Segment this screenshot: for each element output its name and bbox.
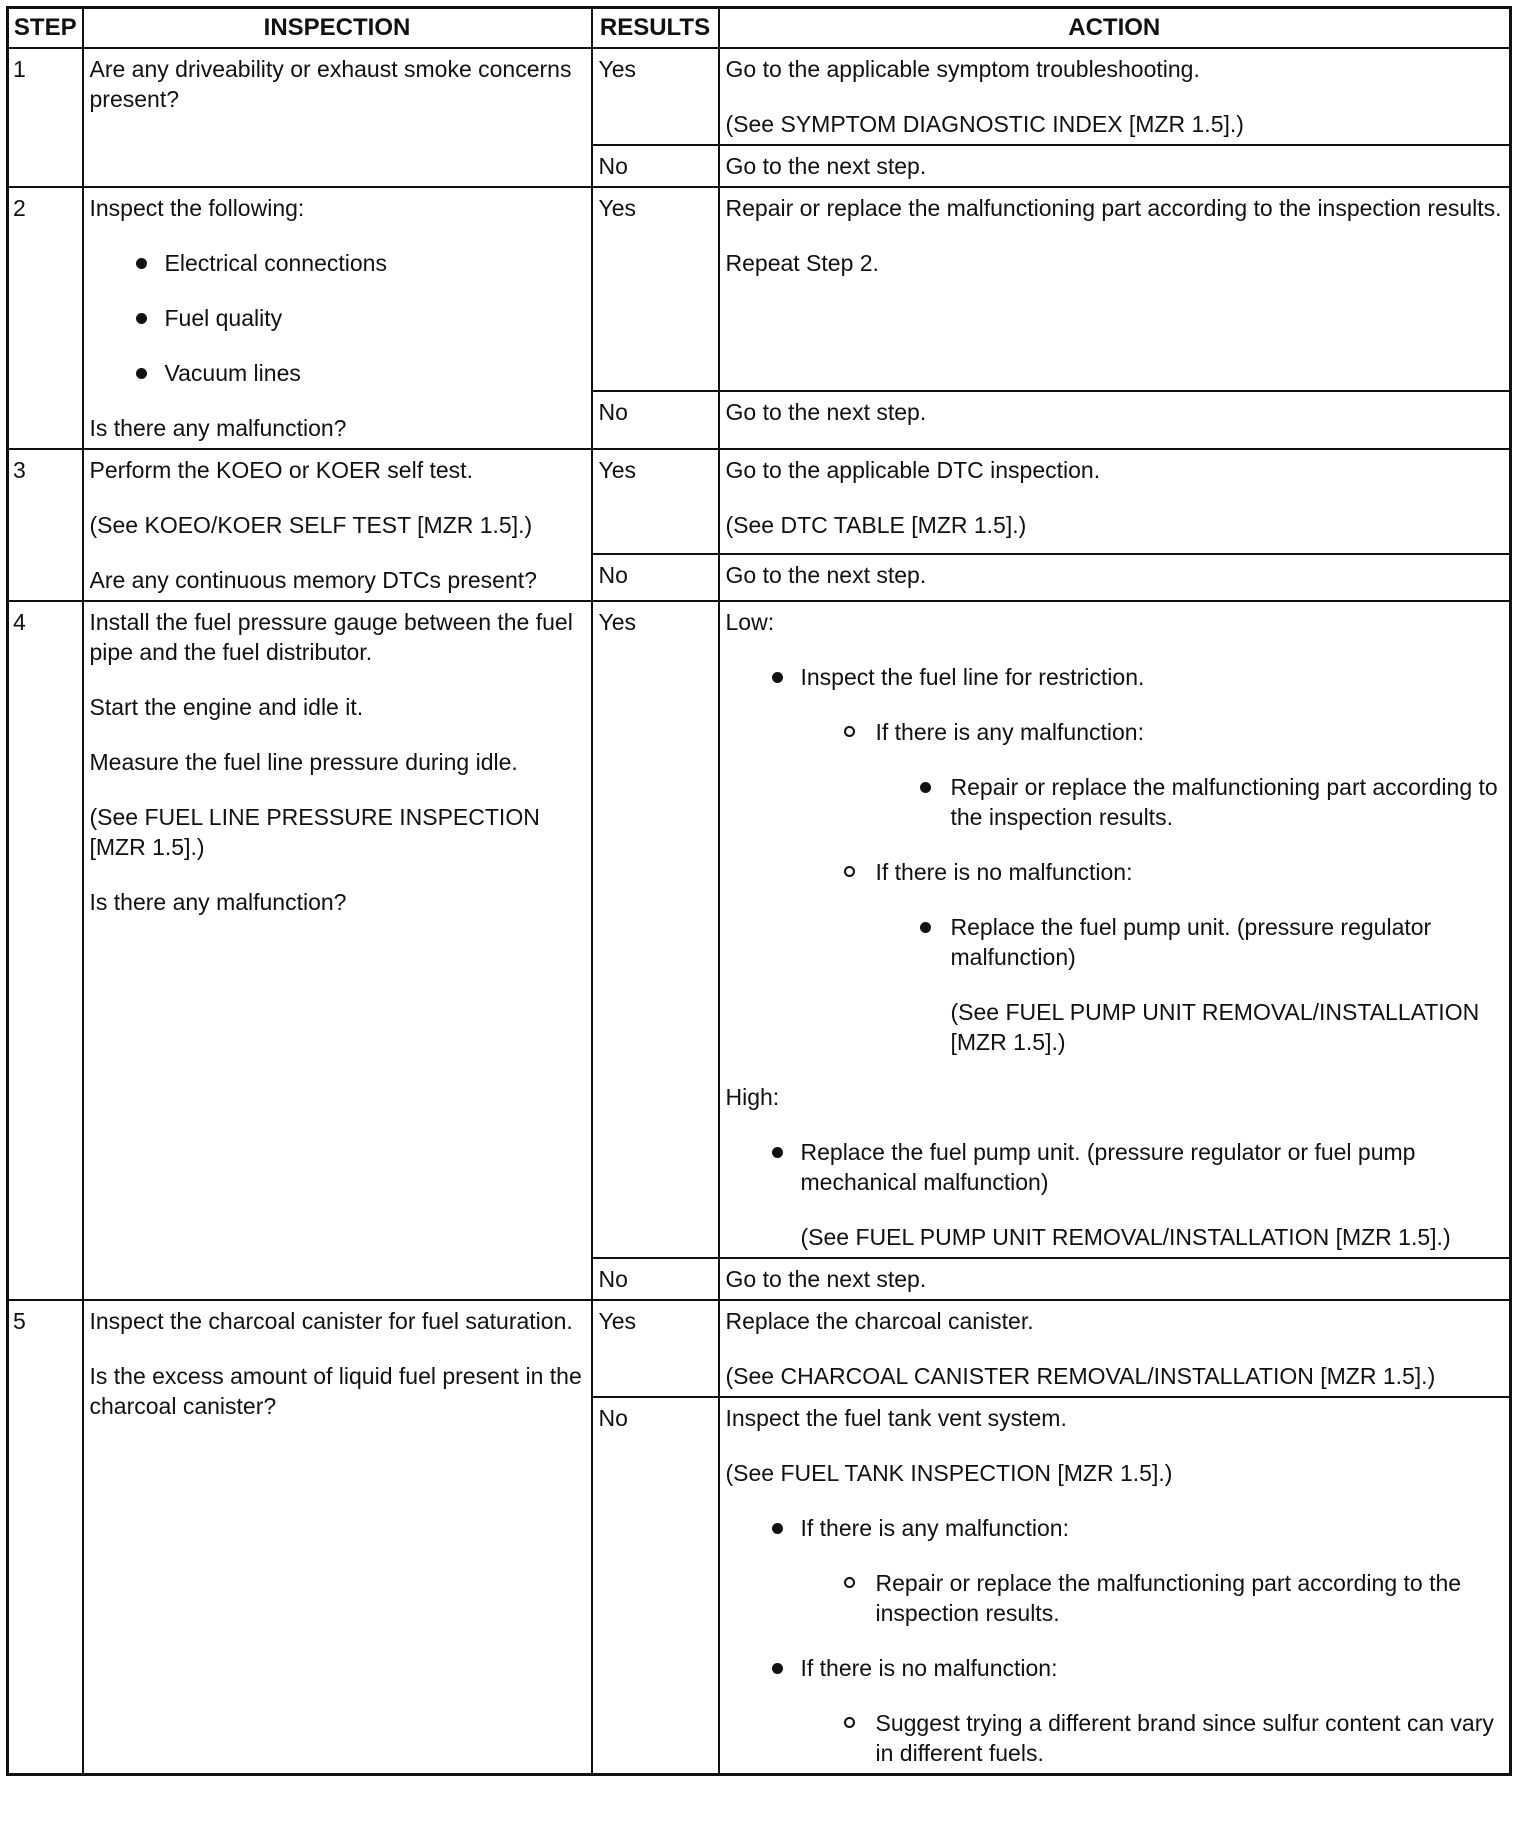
bullet-icon xyxy=(772,1663,783,1674)
inspection-text: Install the fuel pressure gauge between the fuel pipe and the fuel distributor. xyxy=(89,609,573,665)
bullet-icon xyxy=(136,258,147,269)
result-no: No xyxy=(592,1258,719,1300)
inspection-text: Perform the KOEO or KOER self test. xyxy=(89,457,473,483)
list-item: If there is no malfunction: xyxy=(726,1653,1504,1683)
inspection-text: Inspect the charcoal canister for fuel saturation. xyxy=(89,1308,573,1334)
bullet-icon xyxy=(920,782,931,793)
list-item: (See FUEL PUMP UNIT REMOVAL/INSTALLATION [MZR 1.5].) xyxy=(800,1224,1451,1250)
circle-bullet-icon xyxy=(844,1717,855,1728)
action-reference: (See CHARCOAL CANISTER REMOVAL/INSTALLATION [MZR 1.5].) xyxy=(725,1363,1436,1389)
bullet-icon xyxy=(772,672,783,683)
bullet-icon xyxy=(920,922,931,933)
action-text: Replace the charcoal canister. xyxy=(725,1308,1034,1334)
header-results: RESULTS xyxy=(592,8,719,49)
action-list xyxy=(726,662,1504,1057)
table-row xyxy=(8,601,1511,1258)
result-no: No xyxy=(592,145,719,187)
inspection-reference: (See KOEO/KOER SELF TEST [MZR 1.5].) xyxy=(89,512,533,538)
bullet-icon xyxy=(136,368,147,379)
action-cell xyxy=(719,1397,1511,1775)
action-cell xyxy=(719,48,1511,145)
action-text: Go to the next step. xyxy=(719,145,1511,187)
action-list xyxy=(726,1513,1504,1768)
list-item: Electrical connections xyxy=(90,248,585,278)
list-item: Repair or replace the malfunctioning part according to the inspection results. xyxy=(726,1568,1504,1628)
action-text: Go to the next step. xyxy=(719,1258,1511,1300)
result-yes: Yes xyxy=(592,601,719,1258)
inspection-text: Are any driveability or exhaust smoke concerns present? xyxy=(89,56,572,112)
inspection-cell xyxy=(83,601,592,1300)
inspection-question: Are any continuous memory DTCs present? xyxy=(89,567,537,593)
step-number: 1 xyxy=(8,48,83,187)
result-no: No xyxy=(592,1397,719,1775)
header-inspection: INSPECTION xyxy=(83,8,592,49)
result-yes: Yes xyxy=(592,48,719,145)
list-item: Repair or replace the malfunctioning part according to the inspection results. xyxy=(726,772,1504,832)
action-cell xyxy=(719,601,1511,1258)
action-cell xyxy=(719,1300,1511,1397)
list-item: (See FUEL PUMP UNIT REMOVAL/INSTALLATION [MZR 1.5].) xyxy=(950,999,1480,1055)
list-item: If there is any malfunction: xyxy=(726,717,1504,747)
bullet-icon xyxy=(136,313,147,324)
inspection-reference: (See FUEL LINE PRESSURE INSPECTION [MZR 1.5].) xyxy=(89,804,540,860)
table-row xyxy=(8,48,1511,145)
action-text: Go to the next step. xyxy=(719,391,1511,449)
step-number: 2 xyxy=(8,187,83,449)
circle-bullet-icon xyxy=(844,726,855,737)
result-yes: Yes xyxy=(592,187,719,391)
inspection-list xyxy=(90,248,585,388)
step-number: 5 xyxy=(8,1300,83,1775)
action-label-high: High: xyxy=(725,1084,780,1110)
action-cell xyxy=(719,187,1511,391)
list-item: Replace the fuel pump unit. (pressure regulator malfunction) xyxy=(726,912,1504,972)
action-text: Repair or replace the malfunctioning part according to the inspection results. xyxy=(725,195,1502,221)
header-step: STEP xyxy=(8,8,83,49)
troubleshooting-table xyxy=(6,6,1512,1776)
header-action: ACTION xyxy=(719,8,1511,49)
list-item: Vacuum lines xyxy=(90,358,585,388)
action-text: Go to the applicable symptom troubleshooting. xyxy=(725,56,1200,82)
inspection-question: Is there any malfunction? xyxy=(89,415,347,441)
action-text: Go to the next step. xyxy=(719,554,1511,601)
action-label-low: Low: xyxy=(725,609,775,635)
list-item: Inspect the fuel line for restriction. xyxy=(726,662,1504,692)
list-item: If there is no malfunction: xyxy=(726,857,1504,887)
step-number: 4 xyxy=(8,601,83,1300)
inspection-cell xyxy=(83,1300,592,1775)
result-no: No xyxy=(592,554,719,601)
action-text: Repeat Step 2. xyxy=(725,250,879,276)
circle-bullet-icon xyxy=(844,866,855,877)
inspection-text: Inspect the following: xyxy=(89,195,305,221)
list-item: If there is any malfunction: xyxy=(726,1513,1504,1543)
action-text: Inspect the fuel tank vent system. xyxy=(725,1405,1067,1431)
bullet-icon xyxy=(772,1147,783,1158)
action-cell xyxy=(719,449,1511,554)
step-number: 3 xyxy=(8,449,83,601)
circle-bullet-icon xyxy=(844,1577,855,1588)
result-no: No xyxy=(592,391,719,449)
table-row xyxy=(8,449,1511,554)
inspection-text: Start the engine and idle it. xyxy=(89,694,364,720)
inspection-question: Is the excess amount of liquid fuel present in the charcoal canister? xyxy=(89,1363,582,1419)
action-list xyxy=(726,1137,1504,1252)
action-reference: (See SYMPTOM DIAGNOSTIC INDEX [MZR 1.5].) xyxy=(725,111,1244,137)
inspection-question: Is there any malfunction? xyxy=(89,889,347,915)
header-row xyxy=(8,8,1511,49)
result-yes: Yes xyxy=(592,449,719,554)
table-row xyxy=(8,1300,1511,1397)
inspection-cell xyxy=(83,449,592,601)
bullet-icon xyxy=(772,1523,783,1534)
action-reference: (See DTC TABLE [MZR 1.5].) xyxy=(725,512,1027,538)
list-item: Suggest trying a different brand since sulfur content can vary in different fuels. xyxy=(726,1708,1504,1768)
action-reference: (See FUEL TANK INSPECTION [MZR 1.5].) xyxy=(725,1460,1173,1486)
list-item: Fuel quality xyxy=(90,303,585,333)
table-row xyxy=(8,187,1511,391)
inspection-cell xyxy=(83,187,592,449)
list-item: Replace the fuel pump unit. (pressure regulator or fuel pump mechanical malfunction) xyxy=(726,1137,1504,1197)
inspection-text: Measure the fuel line pressure during idle. xyxy=(89,749,518,775)
action-text: Go to the applicable DTC inspection. xyxy=(725,457,1101,483)
result-yes: Yes xyxy=(592,1300,719,1397)
inspection-cell xyxy=(83,48,592,187)
